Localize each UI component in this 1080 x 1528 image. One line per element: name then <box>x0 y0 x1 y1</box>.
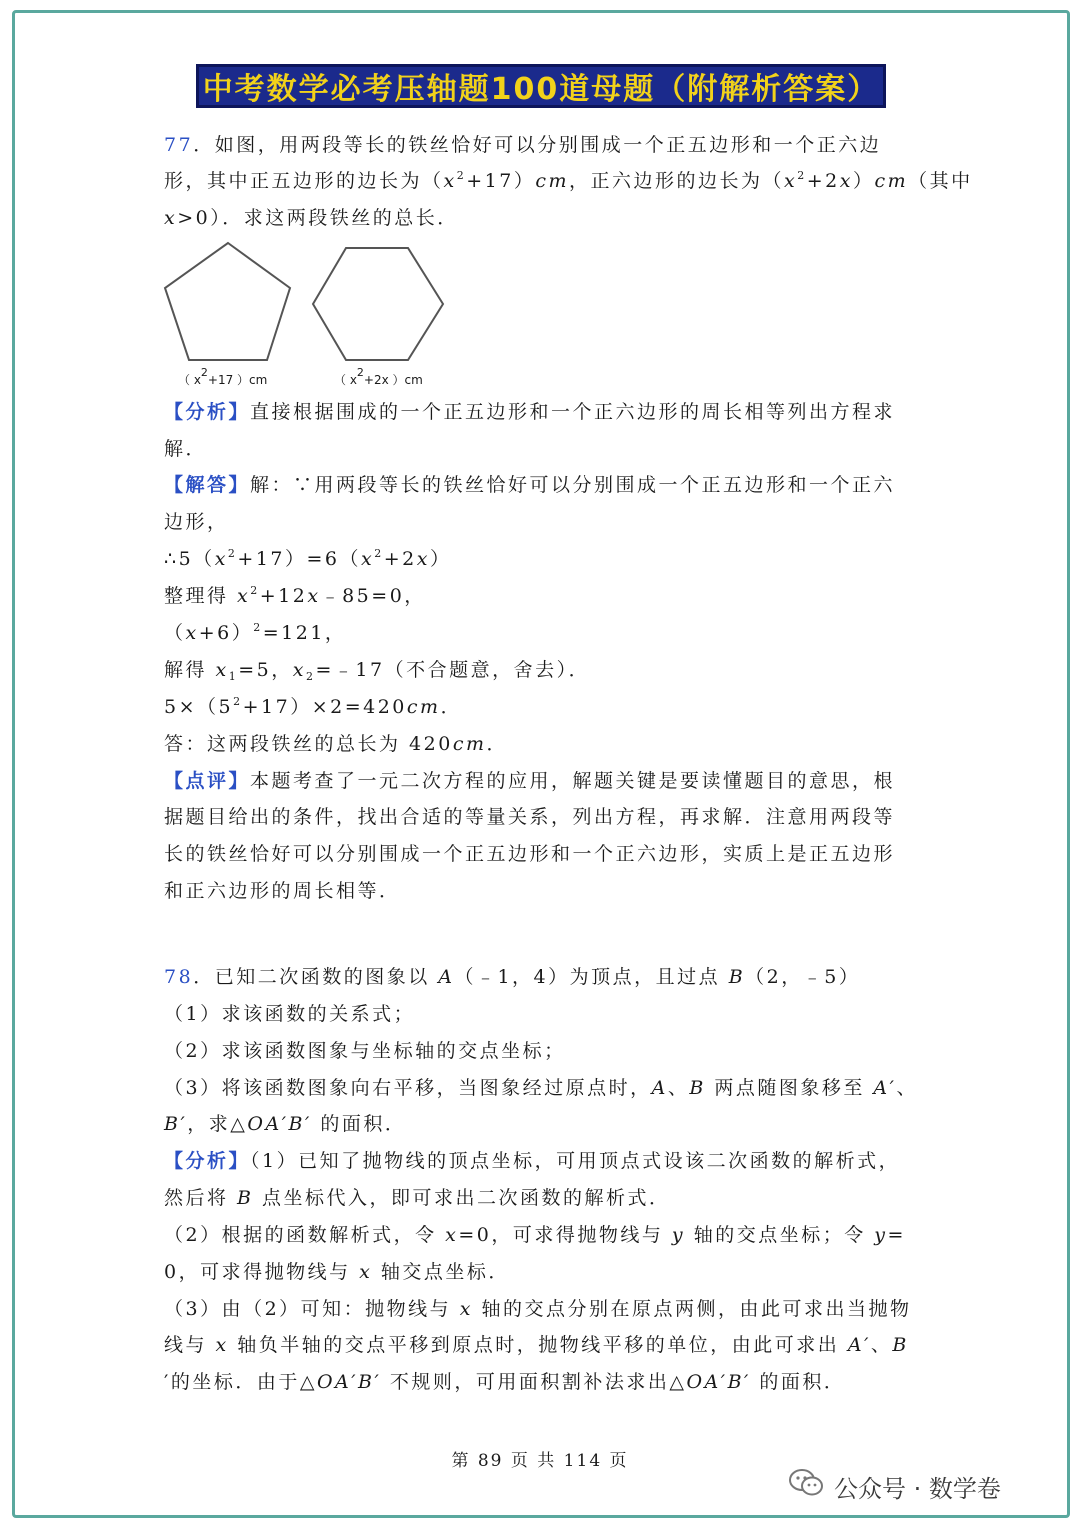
math-var: OA′B′ <box>686 1371 751 1393</box>
text: （1）求该函数的关系式； <box>164 1003 416 1025</box>
hexagon-side-label: （ $x^2+2x$ ）cm <box>334 366 423 387</box>
question-number: 78 <box>164 966 194 988</box>
q77-line-2 <box>164 168 973 194</box>
text: 答：这两段铁丝的总长为 420 <box>164 733 453 755</box>
text: （2）根据的函数解析式，令 <box>164 1224 446 1246</box>
math-var: x <box>237 585 251 607</box>
math-var: x <box>215 659 229 681</box>
watermark-text: 公众号 · 数学卷 <box>834 1474 1001 1503</box>
math-var: A′ <box>873 1077 897 1099</box>
math-sup: 2 <box>456 169 467 182</box>
page-title: 中考数学必考压轴题100道母题（附解析答案） <box>196 64 886 108</box>
q78-analysis-line-4 <box>164 1259 510 1285</box>
unit: cm <box>406 696 441 718</box>
q77-equation-4 <box>164 657 590 683</box>
text: （﹣1，4）为顶点，且过点 <box>454 966 729 988</box>
q77-final-answer <box>164 731 508 757</box>
math-var: OA′B′ <box>316 1371 382 1393</box>
text: 轴的交点坐标；令 <box>685 1224 875 1246</box>
q77-answer-line-1 <box>164 472 895 498</box>
math-sup: 2 <box>233 695 243 708</box>
q77-analysis-line-1 <box>164 399 895 425</box>
text: =﹣17（不合题意，舍去）． <box>315 659 591 681</box>
text: （2，﹣5） <box>745 966 861 988</box>
question-number: 77 <box>164 134 194 156</box>
math-var: x <box>164 207 178 229</box>
text: ． <box>486 733 508 755</box>
q77-equation-2 <box>164 583 426 609</box>
q77-equation-3 <box>164 620 346 646</box>
text: =121， <box>262 622 347 644</box>
text: 轴交点坐标． <box>372 1261 510 1283</box>
unit: cm <box>535 170 570 192</box>
q78-analysis-line-6 <box>164 1332 909 1358</box>
text: >0）．求这两段铁丝的总长． <box>177 207 459 229</box>
math-sup: 2 <box>250 584 260 597</box>
text: （其中 <box>908 170 973 192</box>
math-var: x <box>215 1334 229 1356</box>
text: 轴负半轴的交点平移到原点时，抛物线平移的单位，由此可求出 <box>228 1334 848 1356</box>
pentagon-side-label: （ $x^2+17$ ）cm <box>178 366 268 387</box>
text: +12 <box>259 585 308 607</box>
text: +2 <box>383 548 417 570</box>
text: （3）由（2）可知：抛物线与 <box>164 1298 460 1320</box>
q78-part-3-cont <box>164 1111 406 1137</box>
text: ． <box>440 696 463 718</box>
text: +17） <box>466 170 536 192</box>
comment-tag: 【点评】 <box>164 770 251 792</box>
math-var: A′ <box>847 1334 871 1356</box>
watermark <box>788 1468 1001 1504</box>
text: 不规则，可用面积割补法求出△ <box>381 1371 687 1393</box>
q78-part-1 <box>164 1001 415 1027</box>
q78-analysis-line-3 <box>164 1222 906 1248</box>
text: 、 <box>667 1077 690 1099</box>
text: 点坐标代入，即可求出二次函数的解析式． <box>253 1187 671 1209</box>
math-var: x <box>445 1224 459 1246</box>
text: 5×（5 <box>164 696 234 718</box>
math-sub: 2 <box>306 670 316 683</box>
q78-analysis-line-7 <box>164 1369 845 1395</box>
page-frame <box>12 10 1070 1518</box>
math-sup: 2 <box>227 547 238 560</box>
text: 线与 <box>164 1334 216 1356</box>
text: =5， <box>238 659 293 681</box>
text: 的面积． <box>311 1113 407 1135</box>
text: 解：∵用两段等长的铁丝恰好可以分别围成一个正五边形和一个正六 <box>250 474 896 496</box>
math-var: x <box>359 1261 373 1283</box>
text: +6） <box>198 622 254 644</box>
math-sup: 2 <box>797 169 807 182</box>
q77-figure <box>158 240 458 400</box>
text: ，正六边形的边长为（ <box>569 170 785 192</box>
q78-analysis-line-1 <box>164 1148 900 1174</box>
unit: cm <box>452 733 487 755</box>
math-var: x <box>416 548 430 570</box>
pentagon-shape <box>165 243 290 360</box>
q77-answer-line-2 <box>164 509 229 535</box>
math-var: y <box>874 1224 888 1246</box>
text: 据题目给出的条件，找出合适的等量关系，列出方程，再求解．注意用两段等 <box>164 806 896 828</box>
analysis-tag: 【分析】 <box>164 401 251 423</box>
text: （3）将该函数图象向右平移，当图象经过原点时， <box>164 1077 652 1099</box>
math-var: x <box>443 170 457 192</box>
text: ） <box>852 170 875 192</box>
text: +17）=6（ <box>237 548 362 570</box>
math-var: x <box>459 1298 473 1320</box>
text: 解得 <box>164 659 216 681</box>
text: +17）×2=420 <box>242 696 407 718</box>
text: ） <box>429 548 452 570</box>
math-var: x <box>361 548 375 570</box>
q77-comment-line-3 <box>164 841 895 867</box>
q78-analysis-line-5 <box>164 1296 911 1322</box>
q77-line-3 <box>164 205 459 231</box>
text: ．已知二次函数的图象以 <box>193 966 439 988</box>
math-var: x <box>185 622 199 644</box>
math-var: A <box>651 1077 668 1099</box>
math-var: B <box>892 1334 909 1356</box>
math-var: x <box>784 170 798 192</box>
answer-tag: 【解答】 <box>164 474 251 496</box>
math-var: A <box>438 966 455 988</box>
q78-analysis-line-2 <box>164 1185 671 1211</box>
q78-part-3 <box>164 1075 918 1101</box>
q77-comment-line-2 <box>164 804 895 830</box>
text: ﹣85=0， <box>320 585 426 607</box>
text: ，求△ <box>187 1113 248 1135</box>
math-var: B′ <box>164 1113 188 1135</box>
math-sub: 1 <box>228 670 239 683</box>
text: 长的铁丝恰好可以分别围成一个正五边形和一个正六边形，实质上是正五边形 <box>164 843 896 865</box>
math-sup: 2 <box>374 547 384 560</box>
page-number: 第 89 页 共 114 页 <box>451 1451 629 1471</box>
text: （1）已知了抛物线的顶点坐标，可用顶点式设该二次函数的解析式， <box>250 1150 901 1172</box>
math-var: x <box>214 548 228 570</box>
q77-analysis-line-2 <box>164 436 207 462</box>
text: =0，可求得抛物线与 <box>458 1224 672 1246</box>
text: 两点随图象移至 <box>705 1077 874 1099</box>
text: 和正六边形的周长相等． <box>164 880 401 902</box>
math-sup: 2 <box>253 621 263 634</box>
text: 0，可求得抛物线与 <box>164 1261 360 1283</box>
math-var: y <box>671 1224 686 1246</box>
q77-equation-5 <box>164 694 462 720</box>
text: 的面积． <box>750 1371 846 1393</box>
math-var: B <box>237 1187 254 1209</box>
wechat-icon <box>788 1468 824 1504</box>
text: 边形， <box>164 511 229 533</box>
text: ．如图，用两段等长的铁丝恰好可以分别围成一个正五边形和一个正六边 <box>193 134 882 156</box>
math-var: B <box>728 966 746 988</box>
text: = <box>887 1224 906 1246</box>
math-var: x <box>292 659 306 681</box>
text: （ <box>164 622 186 644</box>
text: （2）求该函数图象与坐标轴的交点坐标； <box>164 1040 566 1062</box>
q77-comment-line-4 <box>164 878 401 904</box>
analysis-tag: 【分析】 <box>164 1150 251 1172</box>
math-var: OA′B′ <box>247 1113 312 1135</box>
math-var: x <box>307 585 321 607</box>
unit: cm <box>874 170 909 192</box>
text: ∴5（ <box>164 548 215 570</box>
text: 形，其中正五边形的边长为（ <box>164 170 444 192</box>
q77-equation-1 <box>164 546 451 572</box>
text: 、 <box>896 1077 918 1099</box>
text: 整理得 <box>164 585 238 607</box>
q77-line-1 <box>164 132 881 158</box>
q77-comment-line-1 <box>164 768 895 794</box>
text: 本题考查了一元二次方程的应用，解题关键是要读懂题目的意思，根 <box>250 770 896 792</box>
text: 然后将 <box>164 1187 238 1209</box>
text: 、 <box>870 1334 893 1356</box>
text: 轴的交点分别在原点两侧，由此可求出当抛物 <box>472 1298 912 1320</box>
text: ′的坐标．由于△ <box>164 1371 317 1393</box>
hexagon-shape <box>313 248 443 360</box>
text: +2 <box>806 170 840 192</box>
text: 解． <box>164 438 208 460</box>
q78-line-1 <box>164 964 860 990</box>
math-var: B <box>689 1077 706 1099</box>
math-var: x <box>839 170 853 192</box>
q78-part-2 <box>164 1038 566 1064</box>
text: 直接根据围成的一个正五边形和一个正六边形的周长相等列出方程求 <box>250 401 896 423</box>
